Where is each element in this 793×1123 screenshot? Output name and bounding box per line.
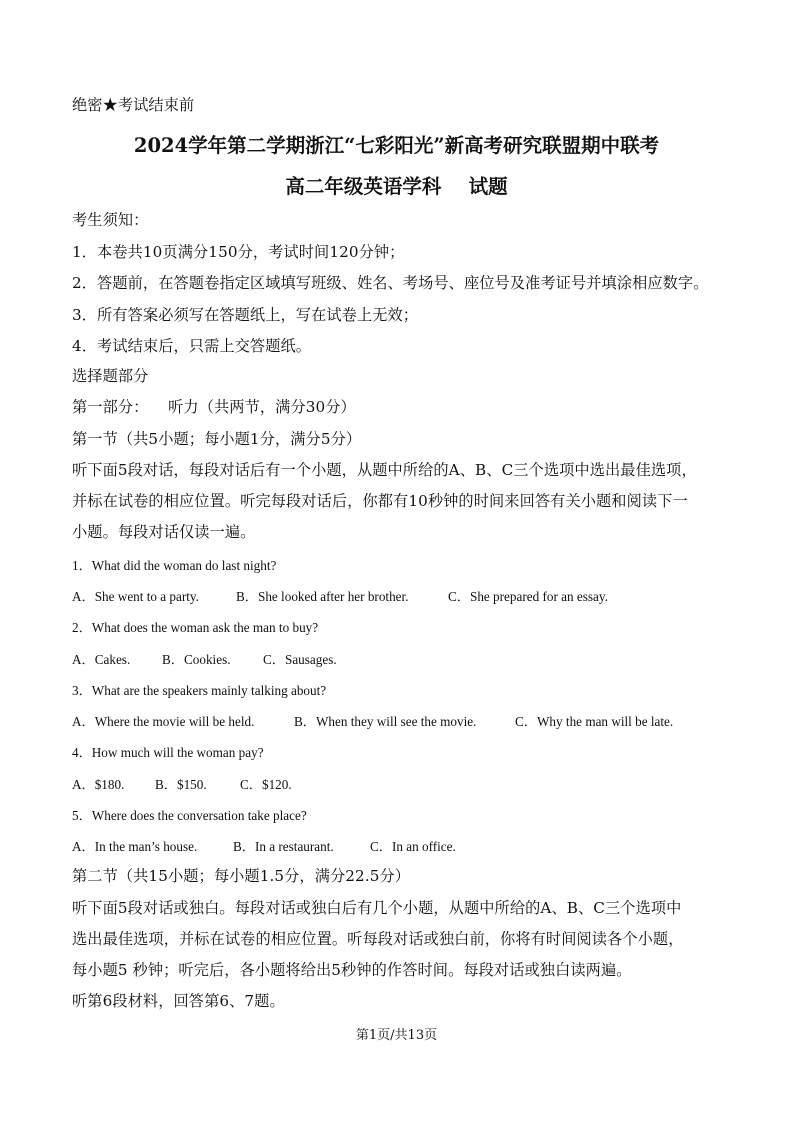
- question-2-option-c: C．Sausages.: [263, 652, 337, 667]
- section2-instruction: 每小题5 秒钟；听完后，各小题将给出5秒钟的作答时间。每段对话或独白读两遍。: [72, 961, 632, 979]
- choice-part-heading: 选择题部分: [72, 367, 149, 385]
- question-5-option-b: B．In a restaurant.: [233, 839, 334, 854]
- notice-item: 1．本卷共10页满分150分，考试时间120分钟；: [72, 243, 405, 261]
- question-4-option-a: A．$180.: [72, 777, 125, 792]
- question-3: 3．What are the speakers mainly talking about?: [72, 683, 327, 698]
- question-3-option-a: A．Where the movie will be held.: [72, 714, 255, 729]
- question-4: 4．How much will the woman pay?: [72, 745, 264, 760]
- section1-instruction: 小题。每段对话仅读一遍。: [72, 523, 256, 541]
- question-1-option-b: B．She looked after her brother.: [236, 589, 409, 604]
- section2-instruction: 听第6段材料，回答第6、7题。: [72, 992, 285, 1010]
- page-number: 第1页/共13页: [355, 1028, 438, 1043]
- section1-instruction: 并标在试卷的相应位置。听完每段对话后，你都有10秒钟的时间来回答有关小题和阅读下一: [72, 492, 688, 510]
- question-2: 2．What does the woman ask the man to buy?: [72, 620, 319, 635]
- question-5-option-c: C．In an office.: [370, 839, 456, 854]
- question-4-option-b: B．$150.: [155, 777, 207, 792]
- exam-title: 2024学年第二学期浙江“七彩阳光”新高考研究联盟期中联考: [133, 134, 660, 157]
- exam-subtitle: 高二年级英语学科 试题: [285, 175, 508, 198]
- question-5-option-a: A．In the man’s house.: [72, 839, 198, 854]
- notice-heading: 考生须知：: [72, 211, 149, 229]
- section2-instruction: 选出最佳选项，并标在试卷的相应位置。听每段对话或独白前，你将有时间阅读各个小题，: [72, 930, 684, 948]
- question-1-option-a: A．She went to a party.: [72, 589, 199, 604]
- section2-instruction: 听下面5段对话或独白。每段对话或独白后有几个小题，从题中所给的A、B、C三个选项中: [72, 899, 682, 917]
- question-2-option-a: A．Cakes.: [72, 652, 131, 667]
- question-4-option-c: C．$120.: [240, 777, 292, 792]
- section2-heading: 第二节（共15小题；每小题1.5分，满分22.5分）: [72, 867, 411, 885]
- confidential-label: 绝密★考试结束前: [72, 96, 195, 114]
- section1-heading: 第一节（共5小题；每小题1分，满分5分）: [72, 430, 362, 448]
- question-1-option-c: C．She prepared for an essay.: [448, 589, 608, 604]
- question-3-option-b: B．When they will see the movie.: [294, 714, 477, 729]
- notice-item: 2．答题前，在答题卷指定区域填写班级、姓名、考场号、座位号及准考证号并填涂相应数字。: [72, 274, 709, 292]
- notice-item: 4．考试结束后，只需上交答题纸。: [72, 337, 312, 355]
- question-1: 1．What did the woman do last night?: [72, 558, 277, 573]
- notice-item: 3．所有答案必须写在答题纸上，写在试卷上无效；: [72, 306, 419, 324]
- section1-instruction: 听下面5段对话，每段对话后有一个小题，从题中所给的A、B、C三个选项中选出最佳选项，: [72, 461, 697, 479]
- question-5: 5．Where does the conversation take place?: [72, 808, 307, 823]
- question-2-option-b: B．Cookies.: [162, 652, 231, 667]
- question-3-option-c: C．Why the man will be late.: [515, 714, 674, 729]
- part1-heading: 第一部分： 听力（共两节，满分30分）: [72, 398, 356, 416]
